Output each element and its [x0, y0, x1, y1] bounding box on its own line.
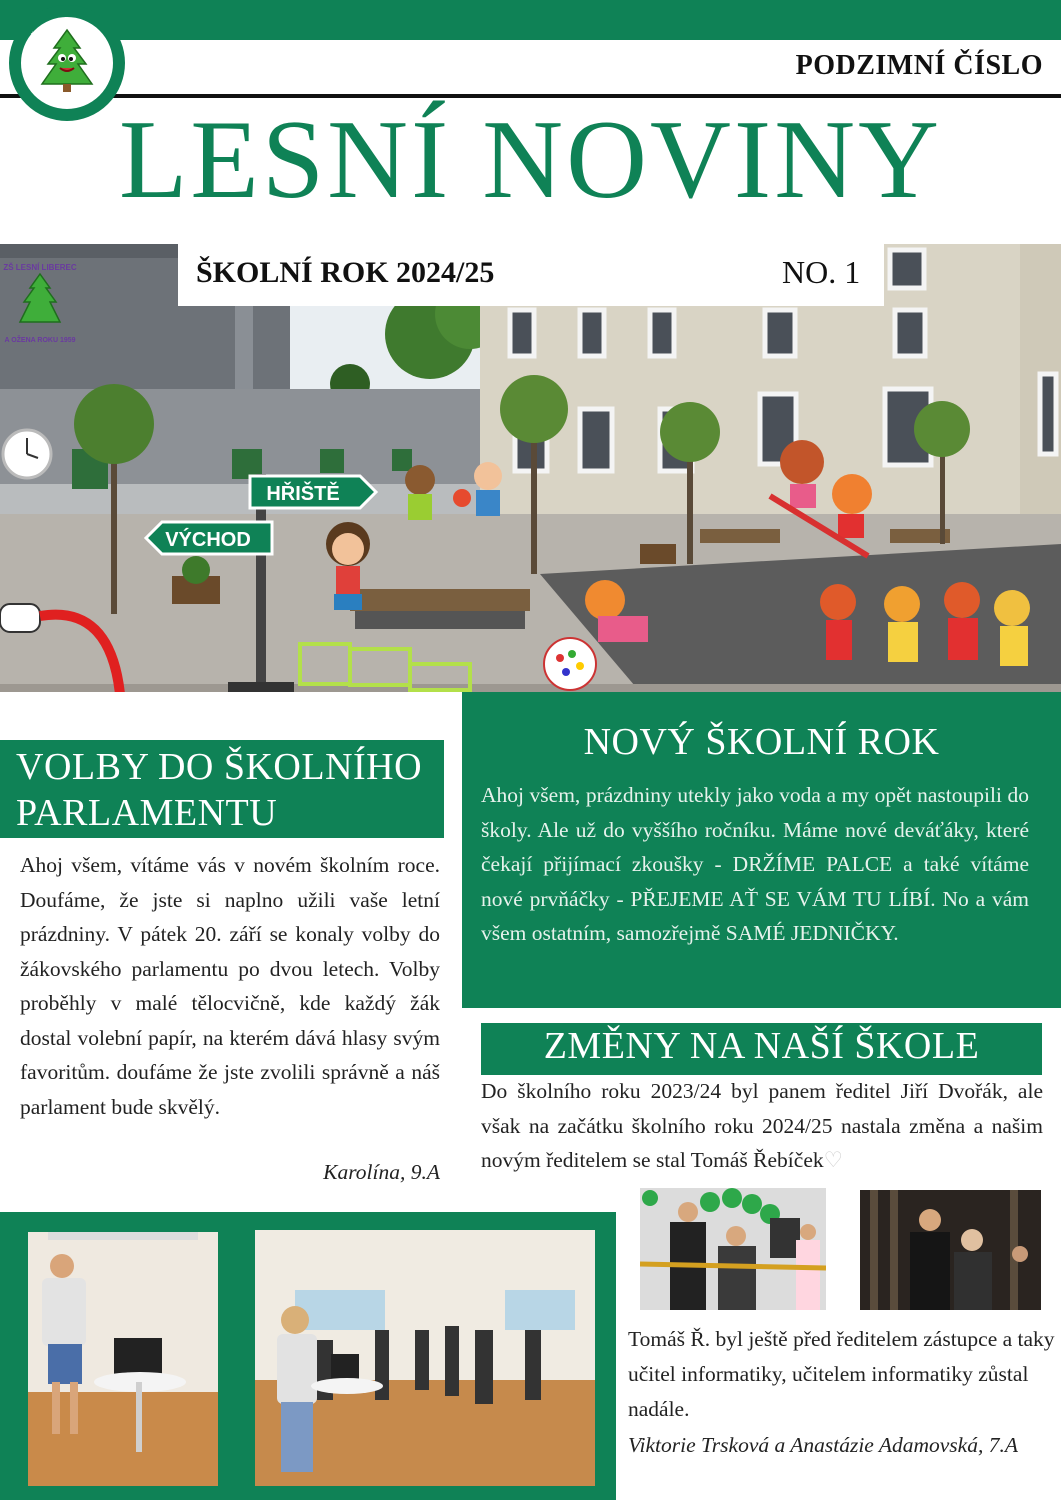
svg-text:VÝCHOD: VÝCHOD	[165, 529, 251, 551]
photo-ribbon-cutting	[640, 1188, 826, 1310]
volby-article-text: Ahoj všem, vítáme vás v novém školním roce. Doufáme, že jste si naplno užili vaše letní prázdniny. V pátek 20. září se konaly volby do žákovského parlamentu po dvou letech. Volby proběhly v malé tělocvičně, kde každý žák dostal volební papír, na kterém dává hlasy svým favoritům. doufáme že jste zvolili správně a náš parlament bude skvělý.	[20, 853, 440, 1119]
school-year: ŠKOLNÍ ROK 2024/25	[196, 256, 495, 289]
svg-text:HŘIŠTĚ: HŘIŠTĚ	[266, 483, 340, 505]
volby-title: VOLBY DO ŠKOLNÍHO PARLAMENTU	[16, 746, 423, 834]
photo-student-voting	[28, 1232, 218, 1486]
issue-label: PODZIMNÍ ČÍSLO	[795, 50, 1043, 81]
svg-text:ZALOŽENA ROKU 1959: ZALOŽENA ROKU 1959	[32, 82, 102, 106]
zmeny-text-body: Do školního roku 2023/24 byl panem ředitel Jiří Dvořák, ale však na začátku školního roku 2024/25 nastala změna a našim novým ředitelem se stal Tomáš Řebíček	[481, 1079, 1043, 1172]
photo-students-in-gym	[255, 1230, 595, 1486]
sign-playground	[250, 476, 376, 508]
heart-icon: ♡	[823, 1148, 843, 1172]
zmeny-author: Viktorie Trsková a Anastázie Adamovská, 7.A	[628, 1433, 1018, 1457]
marbles	[544, 638, 596, 690]
svg-text:A OŽENA ROKU 1959: A OŽENA ROKU 1959	[4, 337, 76, 344]
hero-school-courtyard-image	[0, 244, 1061, 692]
svg-text:ZŠ LESNÍ LIBEREC: ZŠ LESNÍ LIBEREC	[26, 16, 108, 47]
issue-number: NO. 1	[782, 254, 861, 290]
tomas-article-text: Tomáš Ř. byl ještě před ředitelem zástupce a taky učitel informatiky, učitelem informatiky zůstal nadále.	[628, 1327, 1055, 1421]
header-bar	[0, 0, 1061, 40]
svg-text:ZŠ LESNÍ LIBEREC: ZŠ LESNÍ LIBEREC	[3, 263, 77, 272]
photo-directors	[860, 1190, 1041, 1310]
novy-rok-article-text: Ahoj všem, prázdniny utekly jako voda a my opět nastoupili do školy. Ale už do vyššího ročníku. Máme nové deváťáky, které čekají přijímací zkoušky - DRŽÍME PALCE a také vítáme nové prvňáčky - PŘEJEME AŤ SE VÁM TU LÍBÍ. No a vám všem ostatním, samozřejmě SAMÉ JEDNIČKY.	[481, 783, 1029, 945]
sign-exit	[146, 522, 272, 554]
volby-author: Karolína, 9.A	[323, 1160, 440, 1184]
zmeny-title: ZMĚNY NA NAŠÍ ŠKOLE	[543, 1025, 980, 1067]
masthead-title: LESNÍ NOVINY	[118, 98, 942, 222]
zmeny-article-text	[481, 1074, 1043, 1178]
novy-rok-title: NOVÝ ŠKOLNÍ ROK	[583, 721, 940, 763]
